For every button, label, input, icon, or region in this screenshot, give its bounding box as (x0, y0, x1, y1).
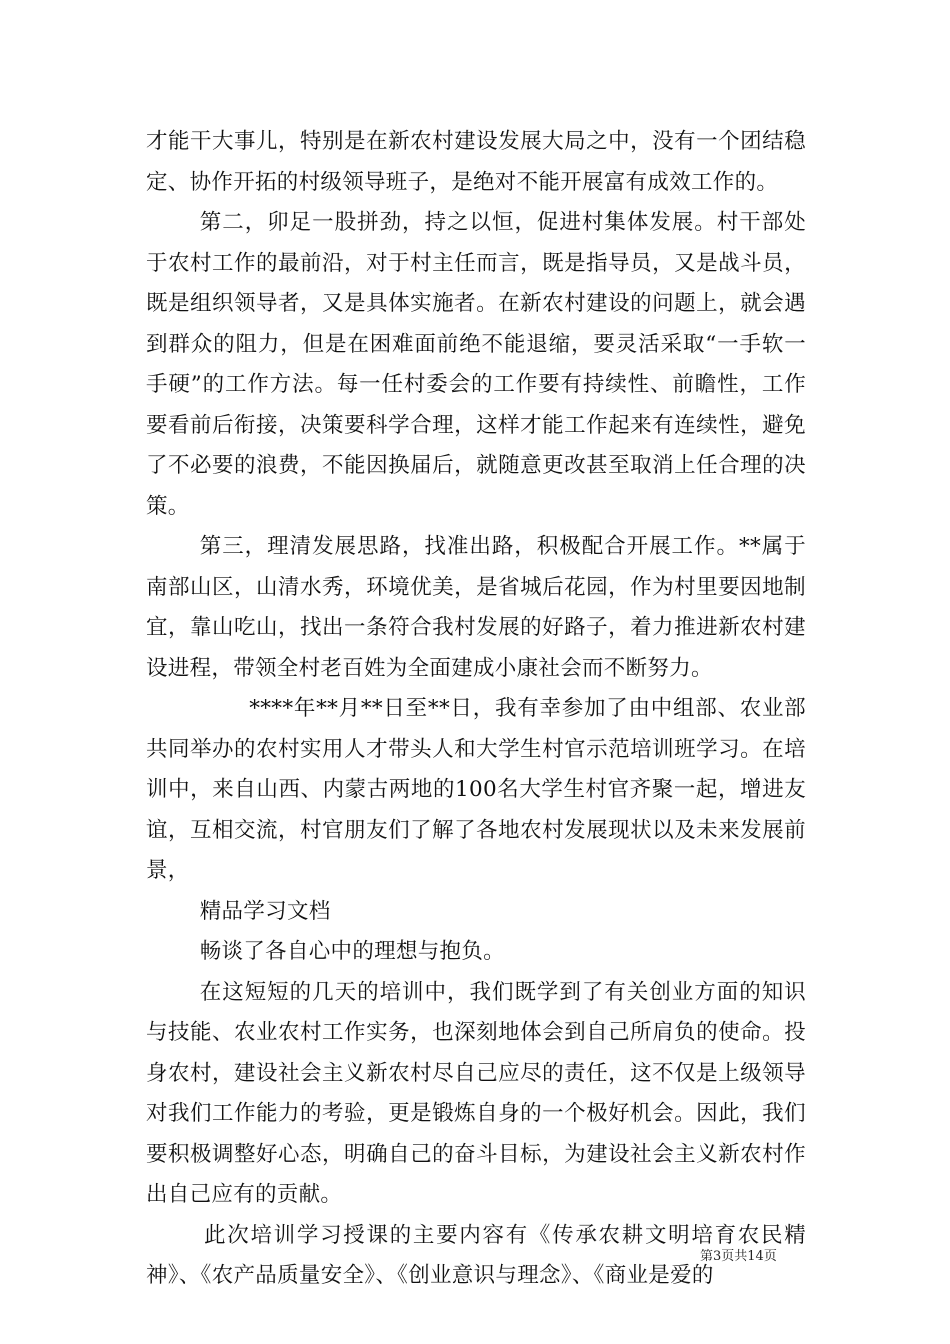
paragraph-8: 此次培训学习授课的主要内容有《传承农耕文明培育农民精神》、《农产品质量安全》、《创业意识与理念》、《商业是爱的 (146, 1222, 806, 1288)
page-number-footer: 第3页共14页 (700, 1249, 777, 1264)
paragraph-3: 第三，理清发展思路，找准出路，积极配合开展工作。**属于南部山区，山清水秀，环境优美，是省城后花园，作为村里要因地制宜，靠山吃山，找出一条符合我村发展的好路子，着力推进新农村建设进程，带领全村老百姓为全面建成小康社会而不断努力。 (146, 534, 806, 681)
paragraph-1: 才能干大事儿，特别是在新农村建设发展大局之中，没有一个团结稳定、协作开拓的村级领导班子，是绝对不能开展富有成效工作的。 (146, 129, 806, 195)
paragraph-4: ****年**月**日至**日，我有幸参加了由中组部、农业部共同举办的农村实用人才带头人和大学生村官示范培训班学习。在培训中，来自山西、内蒙古两地的100名大学生村官齐聚一起，增进友谊，互相交流，村官朋友们了解了各地农村发展现状以及未来发展前景， (146, 696, 806, 883)
paragraph-2: 第二，卯足一股拼劲，持之以恒，促进村集体发展。村干部处于农村工作的最前沿，对于村主任而言，既是指导员，又是战斗员，既是组织领导者，又是具体实施者。在新农村建设的问题上，就会遇到群众的阻力，但是在困难面前绝不能退缩，要灵活采取“一手软一手硬”的工作方法。每一任村委会的工作要有持续性、前瞻性，工作要看前后衔接，决策要科学合理，这样才能工作起来有连续性，避免了不必要的浪费，不能因换届后，就随意更改甚至取消上任合理的决策。 (146, 210, 806, 519)
paragraph-6: 畅谈了各自心中的理想与抱负。 (199, 939, 505, 964)
paragraph-5: 精品学习文档 (199, 898, 331, 924)
document-body (146, 122, 806, 1297)
paragraph-7: 在这短短的几天的培训中，我们既学到了有关创业方面的知识与技能、农业农村工作实务，也深刻地体会到自己所肩负的使命。投身农村，建设社会主义新农村尽自己应尽的责任，这不仅是上级领导对我们工作能力的考验，更是锻炼自身的一个极好机会。因此，我们要积极调整好心态，明确自己的奋斗目标，为建设社会主义新农村作出自己应有的贡献。 (146, 979, 806, 1207)
